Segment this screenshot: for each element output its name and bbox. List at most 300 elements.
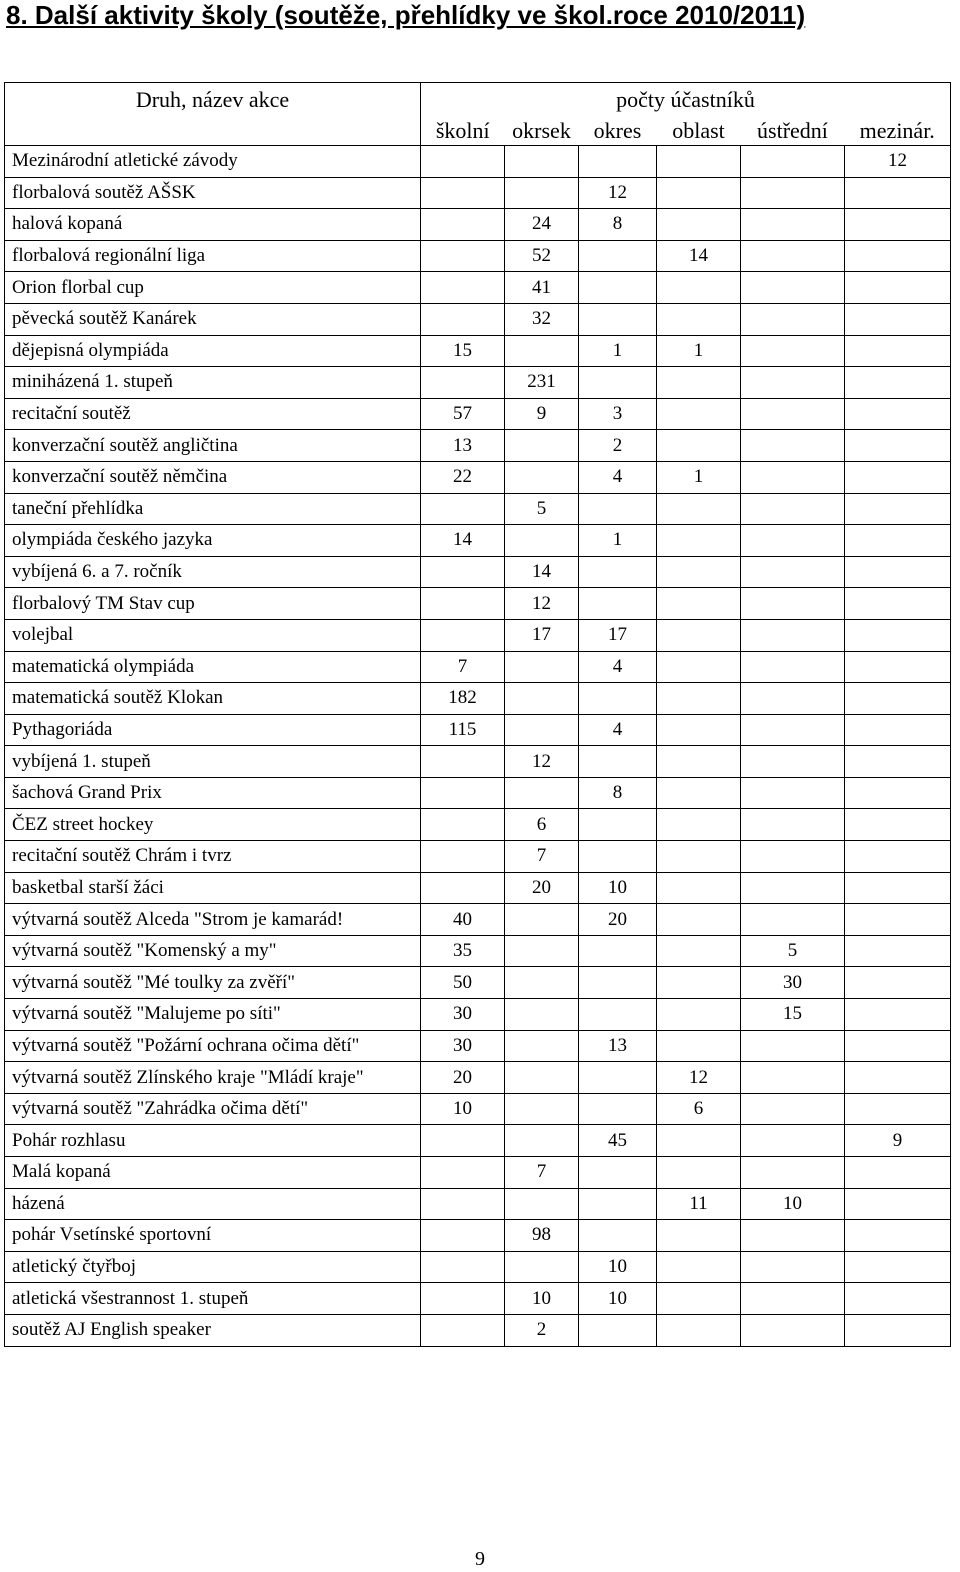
participant-count bbox=[579, 1093, 657, 1125]
participant-count bbox=[505, 935, 579, 967]
subheader-row bbox=[5, 116, 951, 146]
table-row bbox=[5, 556, 951, 588]
participant-count bbox=[421, 872, 505, 904]
participant-count bbox=[421, 272, 505, 304]
participant-count: 10 bbox=[579, 1251, 657, 1283]
participant-count: 30 bbox=[421, 999, 505, 1031]
participant-count: 6 bbox=[657, 1093, 741, 1125]
activity-name: dějepisná olympiáda bbox=[5, 335, 421, 367]
participant-count: 8 bbox=[579, 209, 657, 241]
activity-name: vybíjená 6. a 7. ročník bbox=[5, 556, 421, 588]
table-row bbox=[5, 398, 951, 430]
table-row bbox=[5, 1157, 951, 1189]
participant-count bbox=[845, 1251, 951, 1283]
participant-count bbox=[657, 588, 741, 620]
participant-count bbox=[845, 809, 951, 841]
activity-name: Orion florbal cup bbox=[5, 272, 421, 304]
participant-count bbox=[421, 367, 505, 399]
participant-count: 11 bbox=[657, 1188, 741, 1220]
participant-count bbox=[657, 177, 741, 209]
table-row bbox=[5, 967, 951, 999]
participant-count bbox=[657, 493, 741, 525]
participant-count bbox=[579, 841, 657, 873]
participant-count: 22 bbox=[421, 461, 505, 493]
participant-count bbox=[845, 272, 951, 304]
participant-count bbox=[505, 525, 579, 557]
participant-count bbox=[741, 1030, 845, 1062]
activity-name: konverzační soutěž němčina bbox=[5, 461, 421, 493]
participant-count bbox=[505, 714, 579, 746]
participant-count: 1 bbox=[657, 461, 741, 493]
participant-count bbox=[845, 904, 951, 936]
activity-name: konverzační soutěž angličtina bbox=[5, 430, 421, 462]
table-row bbox=[5, 146, 951, 178]
participant-count bbox=[845, 683, 951, 715]
participant-count: 12 bbox=[845, 146, 951, 178]
participant-count bbox=[579, 1314, 657, 1346]
participant-count bbox=[741, 1220, 845, 1252]
participant-count bbox=[505, 1125, 579, 1157]
participant-count bbox=[741, 430, 845, 462]
participant-count bbox=[657, 619, 741, 651]
participant-count bbox=[421, 146, 505, 178]
participant-count bbox=[657, 999, 741, 1031]
participant-count bbox=[845, 714, 951, 746]
participant-count bbox=[505, 1093, 579, 1125]
participant-count bbox=[741, 841, 845, 873]
participant-count: 5 bbox=[505, 493, 579, 525]
participant-count bbox=[741, 1093, 845, 1125]
participant-count bbox=[741, 335, 845, 367]
participant-count: 10 bbox=[579, 872, 657, 904]
participant-count bbox=[741, 272, 845, 304]
participant-count bbox=[845, 1188, 951, 1220]
participant-count bbox=[579, 493, 657, 525]
participant-count bbox=[845, 367, 951, 399]
participant-count: 35 bbox=[421, 935, 505, 967]
participant-count bbox=[845, 1157, 951, 1189]
activity-name: recitační soutěž bbox=[5, 398, 421, 430]
activity-name: Pohár rozhlasu bbox=[5, 1125, 421, 1157]
subheader-okres: okres bbox=[579, 116, 657, 146]
participant-count bbox=[505, 1251, 579, 1283]
participant-count bbox=[579, 999, 657, 1031]
subheader-okrsek: okrsek bbox=[505, 116, 579, 146]
participant-count bbox=[421, 841, 505, 873]
participant-count: 4 bbox=[579, 714, 657, 746]
participant-count bbox=[741, 1062, 845, 1094]
participant-count bbox=[845, 999, 951, 1031]
participant-count bbox=[741, 1157, 845, 1189]
participant-count: 57 bbox=[421, 398, 505, 430]
participant-count bbox=[421, 1157, 505, 1189]
participant-count bbox=[741, 461, 845, 493]
participant-count bbox=[741, 1283, 845, 1315]
participant-count bbox=[741, 746, 845, 778]
activity-name: matematická olympiáda bbox=[5, 651, 421, 683]
participant-count bbox=[741, 177, 845, 209]
activity-name: výtvarná soutěž "Zahrádka očima dětí" bbox=[5, 1093, 421, 1125]
activity-name: olympiáda českého jazyka bbox=[5, 525, 421, 557]
participant-count bbox=[657, 525, 741, 557]
participant-count: 12 bbox=[579, 177, 657, 209]
participant-count bbox=[741, 651, 845, 683]
table-row bbox=[5, 272, 951, 304]
participant-count bbox=[505, 461, 579, 493]
participant-count bbox=[741, 398, 845, 430]
participant-count bbox=[579, 367, 657, 399]
participant-count: 10 bbox=[505, 1283, 579, 1315]
activity-name: florbalová soutěž AŠSK bbox=[5, 177, 421, 209]
participant-count bbox=[657, 303, 741, 335]
participant-count bbox=[741, 588, 845, 620]
activity-name: halová kopaná bbox=[5, 209, 421, 241]
participant-count bbox=[657, 1314, 741, 1346]
participant-count bbox=[579, 967, 657, 999]
participant-count bbox=[657, 272, 741, 304]
participant-count: 3 bbox=[579, 398, 657, 430]
table-row bbox=[5, 1314, 951, 1346]
participant-count bbox=[657, 146, 741, 178]
participant-count bbox=[421, 303, 505, 335]
table-row bbox=[5, 714, 951, 746]
participant-count: 20 bbox=[421, 1062, 505, 1094]
participant-count bbox=[579, 272, 657, 304]
table-row bbox=[5, 525, 951, 557]
participant-count bbox=[845, 872, 951, 904]
activity-name: atletická všestrannost 1. stupeň bbox=[5, 1283, 421, 1315]
participant-count bbox=[421, 209, 505, 241]
activity-name: šachová Grand Prix bbox=[5, 777, 421, 809]
participant-count bbox=[505, 967, 579, 999]
activity-name: Malá kopaná bbox=[5, 1157, 421, 1189]
participant-count bbox=[579, 588, 657, 620]
table-row bbox=[5, 1220, 951, 1252]
participant-count: 30 bbox=[421, 1030, 505, 1062]
participant-count bbox=[741, 1314, 845, 1346]
activity-name: výtvarná soutěž Alceda "Strom je kamarád! bbox=[5, 904, 421, 936]
activity-name: volejbal bbox=[5, 619, 421, 651]
participant-count: 7 bbox=[505, 841, 579, 873]
participant-count: 5 bbox=[741, 935, 845, 967]
participant-count bbox=[845, 240, 951, 272]
participant-count: 98 bbox=[505, 1220, 579, 1252]
participant-count bbox=[657, 398, 741, 430]
activity-name: florbalová regionální liga bbox=[5, 240, 421, 272]
participant-count bbox=[741, 1125, 845, 1157]
participant-count: 30 bbox=[741, 967, 845, 999]
participant-count: 13 bbox=[421, 430, 505, 462]
participant-count bbox=[845, 303, 951, 335]
participant-count: 45 bbox=[579, 1125, 657, 1157]
activity-name: výtvarná soutěž "Mé toulky za zvěří" bbox=[5, 967, 421, 999]
participant-count bbox=[741, 904, 845, 936]
activity-name: Mezinárodní atletické závody bbox=[5, 146, 421, 178]
table-row bbox=[5, 1125, 951, 1157]
activity-name: výtvarná soutěž "Komenský a my" bbox=[5, 935, 421, 967]
activity-name: pěvecká soutěž Kanárek bbox=[5, 303, 421, 335]
table-row bbox=[5, 367, 951, 399]
activity-name: atletický čtyřboj bbox=[5, 1251, 421, 1283]
participant-count bbox=[741, 872, 845, 904]
participant-count: 10 bbox=[741, 1188, 845, 1220]
participant-count: 1 bbox=[579, 525, 657, 557]
participant-count bbox=[657, 1220, 741, 1252]
participant-count bbox=[845, 1283, 951, 1315]
participant-count bbox=[845, 209, 951, 241]
activity-name: miniházená 1. stupeň bbox=[5, 367, 421, 399]
participant-count bbox=[657, 841, 741, 873]
participant-count bbox=[741, 809, 845, 841]
participant-count bbox=[579, 935, 657, 967]
participant-count bbox=[741, 240, 845, 272]
participant-count bbox=[421, 1188, 505, 1220]
participant-count: 2 bbox=[579, 430, 657, 462]
table-row bbox=[5, 746, 951, 778]
participant-count bbox=[579, 683, 657, 715]
activity-name: výtvarná soutěž Zlínského kraje "Mládí kraje" bbox=[5, 1062, 421, 1094]
activities-table bbox=[4, 82, 951, 1347]
participant-count bbox=[421, 1125, 505, 1157]
participant-count bbox=[657, 809, 741, 841]
participant-count bbox=[845, 588, 951, 620]
table-row bbox=[5, 1251, 951, 1283]
participant-count: 15 bbox=[741, 999, 845, 1031]
participant-count: 41 bbox=[505, 272, 579, 304]
table-row bbox=[5, 1188, 951, 1220]
participant-count bbox=[657, 367, 741, 399]
participant-count bbox=[421, 1220, 505, 1252]
participant-count bbox=[741, 146, 845, 178]
participant-count: 9 bbox=[505, 398, 579, 430]
activity-name: basketbal starší žáci bbox=[5, 872, 421, 904]
participant-count bbox=[741, 619, 845, 651]
participant-count bbox=[505, 651, 579, 683]
column-header-name-continued bbox=[5, 116, 421, 146]
table-row bbox=[5, 430, 951, 462]
table-row bbox=[5, 777, 951, 809]
subheader-ustredni: ústřední bbox=[741, 116, 845, 146]
participant-count bbox=[657, 967, 741, 999]
participant-count: 12 bbox=[505, 746, 579, 778]
participant-count: 14 bbox=[657, 240, 741, 272]
participant-count: 20 bbox=[505, 872, 579, 904]
participant-count bbox=[657, 1283, 741, 1315]
participant-count bbox=[845, 841, 951, 873]
participant-count bbox=[505, 1188, 579, 1220]
table-row bbox=[5, 209, 951, 241]
participant-count: 115 bbox=[421, 714, 505, 746]
participant-count bbox=[845, 651, 951, 683]
participant-count: 13 bbox=[579, 1030, 657, 1062]
participant-count bbox=[845, 967, 951, 999]
participant-count bbox=[845, 493, 951, 525]
participant-count bbox=[845, 430, 951, 462]
participant-count bbox=[845, 525, 951, 557]
participant-count: 12 bbox=[505, 588, 579, 620]
table-row bbox=[5, 683, 951, 715]
table-row bbox=[5, 335, 951, 367]
table-row bbox=[5, 809, 951, 841]
participant-count bbox=[845, 1062, 951, 1094]
participant-count bbox=[845, 619, 951, 651]
activity-name: ČEZ street hockey bbox=[5, 809, 421, 841]
participant-count bbox=[741, 493, 845, 525]
participant-count bbox=[505, 1030, 579, 1062]
table-row bbox=[5, 999, 951, 1031]
table-row bbox=[5, 303, 951, 335]
participant-count bbox=[845, 1030, 951, 1062]
participant-count bbox=[579, 809, 657, 841]
participant-count bbox=[845, 461, 951, 493]
activity-name: výtvarná soutěž "Malujeme po síti" bbox=[5, 999, 421, 1031]
participant-count bbox=[505, 999, 579, 1031]
participant-count: 12 bbox=[657, 1062, 741, 1094]
participant-count bbox=[421, 1251, 505, 1283]
participant-count bbox=[579, 1220, 657, 1252]
table-row bbox=[5, 588, 951, 620]
header-row bbox=[5, 83, 951, 117]
participant-count: 8 bbox=[579, 777, 657, 809]
subheader-skolni: školní bbox=[421, 116, 505, 146]
activity-name: výtvarná soutěž "Požární ochrana očima dětí" bbox=[5, 1030, 421, 1062]
participant-count bbox=[845, 777, 951, 809]
page-heading: 8. Další aktivity školy (soutěže, přehlídky ve škol.roce 2010/2011) bbox=[6, 0, 806, 30]
participant-count bbox=[579, 746, 657, 778]
participant-count: 20 bbox=[579, 904, 657, 936]
participant-count bbox=[845, 335, 951, 367]
participant-count bbox=[657, 746, 741, 778]
participant-count bbox=[657, 209, 741, 241]
activity-name: matematická soutěž Klokan bbox=[5, 683, 421, 715]
activity-name: florbalový TM Stav cup bbox=[5, 588, 421, 620]
table-row bbox=[5, 1283, 951, 1315]
participant-count: 6 bbox=[505, 809, 579, 841]
table-row bbox=[5, 904, 951, 936]
subheader-mezinar: mezinár. bbox=[845, 116, 951, 146]
table-row bbox=[5, 493, 951, 525]
participant-count bbox=[845, 177, 951, 209]
participant-count bbox=[741, 209, 845, 241]
activity-name: pohár Vsetínské sportovní bbox=[5, 1220, 421, 1252]
table-row bbox=[5, 240, 951, 272]
participant-count: 15 bbox=[421, 335, 505, 367]
participant-count bbox=[421, 493, 505, 525]
participant-count bbox=[845, 746, 951, 778]
participant-count bbox=[505, 683, 579, 715]
table-row bbox=[5, 651, 951, 683]
participant-count bbox=[657, 556, 741, 588]
participant-count bbox=[845, 1314, 951, 1346]
table-row bbox=[5, 619, 951, 651]
participant-count: 17 bbox=[505, 619, 579, 651]
participant-count bbox=[657, 430, 741, 462]
table-row bbox=[5, 935, 951, 967]
activity-name: recitační soutěž Chrám i tvrz bbox=[5, 841, 421, 873]
participant-count bbox=[579, 240, 657, 272]
table-row bbox=[5, 461, 951, 493]
participant-count bbox=[845, 1220, 951, 1252]
subheader-oblast: oblast bbox=[657, 116, 741, 146]
participant-count bbox=[657, 904, 741, 936]
participant-count bbox=[741, 525, 845, 557]
table-row bbox=[5, 177, 951, 209]
participant-count bbox=[505, 430, 579, 462]
participant-count bbox=[741, 1251, 845, 1283]
participant-count bbox=[657, 651, 741, 683]
participant-count bbox=[421, 746, 505, 778]
participant-count: 52 bbox=[505, 240, 579, 272]
participant-count: 10 bbox=[421, 1093, 505, 1125]
participant-count: 7 bbox=[505, 1157, 579, 1189]
participant-count: 40 bbox=[421, 904, 505, 936]
participant-count bbox=[845, 1093, 951, 1125]
participant-count bbox=[741, 303, 845, 335]
participant-count bbox=[579, 1157, 657, 1189]
participant-count: 1 bbox=[579, 335, 657, 367]
participant-count: 24 bbox=[505, 209, 579, 241]
participant-count: 50 bbox=[421, 967, 505, 999]
table-row bbox=[5, 841, 951, 873]
group-header-participants: počty účastníků bbox=[421, 83, 951, 117]
table-body bbox=[5, 83, 951, 1347]
participant-count bbox=[741, 714, 845, 746]
activity-name: Pythagoriáda bbox=[5, 714, 421, 746]
participant-count: 1 bbox=[657, 335, 741, 367]
participant-count: 4 bbox=[579, 651, 657, 683]
participant-count bbox=[741, 556, 845, 588]
participant-count bbox=[579, 556, 657, 588]
table-row bbox=[5, 1062, 951, 1094]
participant-count bbox=[657, 872, 741, 904]
participant-count bbox=[505, 777, 579, 809]
participant-count: 10 bbox=[579, 1283, 657, 1315]
participant-count bbox=[421, 588, 505, 620]
participant-count: 14 bbox=[421, 525, 505, 557]
participant-count bbox=[579, 1062, 657, 1094]
participant-count bbox=[845, 935, 951, 967]
participant-count bbox=[579, 146, 657, 178]
participant-count: 32 bbox=[505, 303, 579, 335]
participant-count: 4 bbox=[579, 461, 657, 493]
participant-count bbox=[421, 619, 505, 651]
participant-count bbox=[421, 1283, 505, 1315]
participant-count bbox=[421, 1314, 505, 1346]
participant-count bbox=[845, 398, 951, 430]
participant-count bbox=[657, 1125, 741, 1157]
participant-count: 182 bbox=[421, 683, 505, 715]
participant-count bbox=[657, 935, 741, 967]
participant-count bbox=[579, 303, 657, 335]
participant-count bbox=[505, 146, 579, 178]
participant-count: 9 bbox=[845, 1125, 951, 1157]
participant-count bbox=[657, 1251, 741, 1283]
participant-count bbox=[579, 1188, 657, 1220]
activity-name: soutěž AJ English speaker bbox=[5, 1314, 421, 1346]
participant-count bbox=[741, 683, 845, 715]
participant-count: 2 bbox=[505, 1314, 579, 1346]
participant-count bbox=[741, 777, 845, 809]
column-header-name: Druh, název akce bbox=[5, 83, 421, 117]
participant-count bbox=[657, 777, 741, 809]
participant-count: 14 bbox=[505, 556, 579, 588]
participant-count bbox=[505, 177, 579, 209]
participant-count bbox=[657, 714, 741, 746]
participant-count bbox=[505, 904, 579, 936]
participant-count bbox=[741, 367, 845, 399]
activity-name: vybíjená 1. stupeň bbox=[5, 746, 421, 778]
participant-count: 7 bbox=[421, 651, 505, 683]
